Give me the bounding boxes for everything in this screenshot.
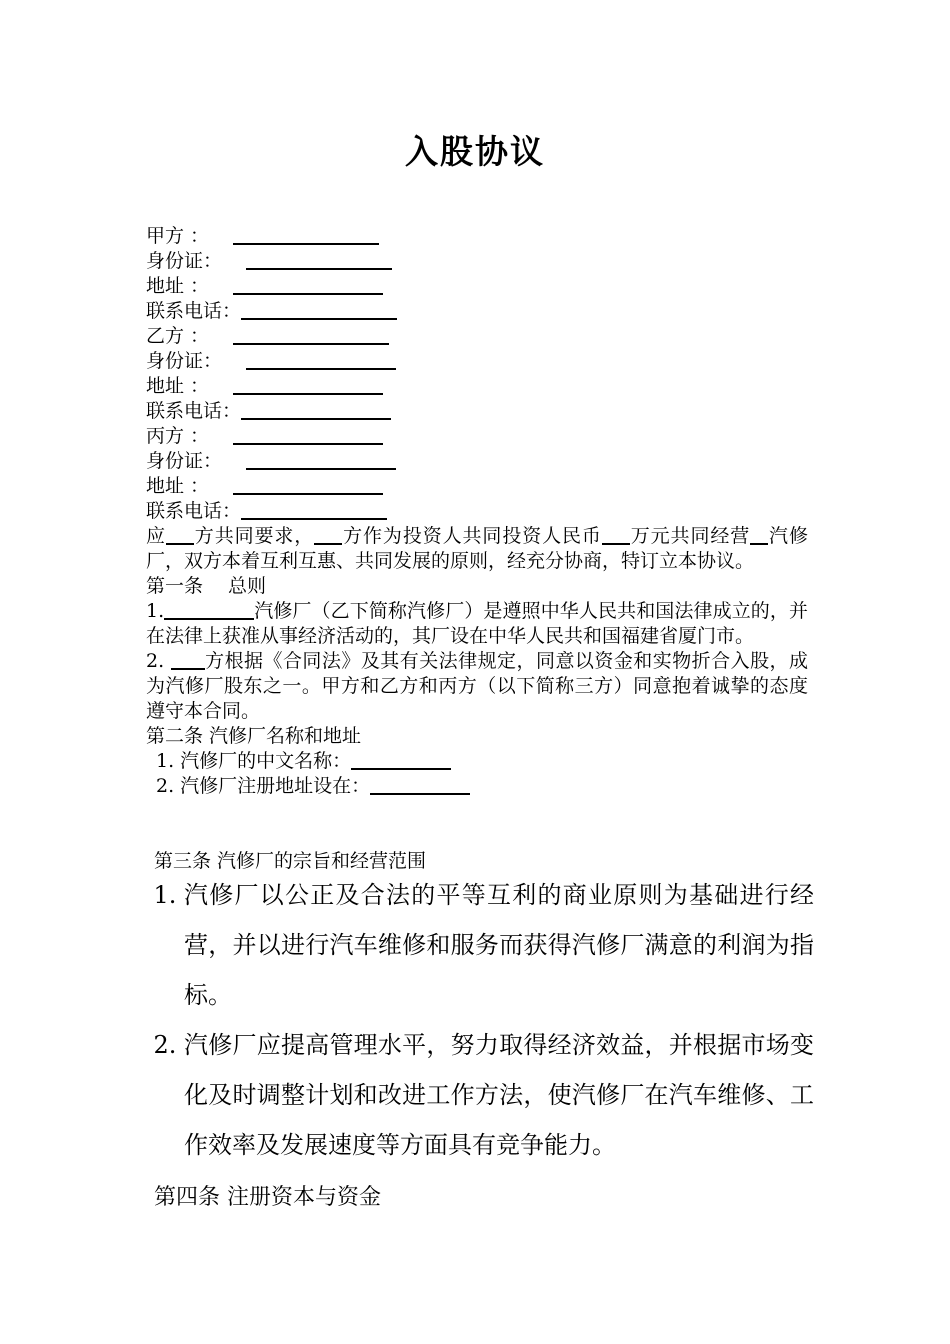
article-1-item-2: [146, 649, 808, 724]
article-1-item-1-num: 1.: [146, 600, 165, 622]
intro-blank-4[interactable]: [750, 524, 768, 545]
party-a-id-blank[interactable]: [246, 249, 392, 270]
intro-text-5: 汽修厂，双方本着互利互惠、共同发展的原则，经充分协商，特订立本协议。: [146, 525, 808, 572]
article-3-item-2: 2. 汽修厂应提高管理水平，努力取得经济效益，并根据市场变化及时调整计划和改进工作方法，使汽修厂在汽车维修、工作效率及发展速度等方面具有竞争能力。: [184, 1020, 814, 1170]
article-4-heading: 第四条 注册资本与资金: [154, 1185, 381, 1210]
party-a-addr-label: 地址 ：: [146, 275, 210, 297]
article-2-item-2: [146, 774, 808, 799]
party-a-phone-line: [146, 299, 808, 324]
party-b-addr-line: [146, 374, 808, 399]
article-3-heading: 第三条 汽修厂的宗旨和经营范围: [154, 850, 427, 872]
article-3-list: [154, 870, 814, 1170]
party-a-addr-line: [146, 274, 808, 299]
party-c-addr-label: 地址 ：: [146, 475, 210, 497]
article-1-heading: 第一条 总则: [146, 575, 267, 597]
party-c-phone-label: 联系电话：: [146, 500, 242, 522]
party-b-phone-label: 联系电话：: [146, 400, 242, 422]
intro-blank-1[interactable]: [166, 524, 194, 545]
party-a-phone-blank[interactable]: [241, 299, 397, 320]
article-2-item-2-text: 2. 汽修厂注册地址设在：: [156, 775, 371, 797]
article-1-item-2-num: 2.: [146, 650, 165, 672]
article-3-item-1: 1. 汽修厂以公正及合法的平等互利的商业原则为基础进行经营，并以进行汽车维修和服务而获得汽修厂满意的利润为指标。: [184, 870, 814, 1020]
article-2-item-1: [146, 749, 808, 774]
article-2-heading: 第二条 汽修厂名称和地址: [146, 725, 362, 747]
document-title: 入股协议: [405, 132, 545, 171]
party-b-phone-blank[interactable]: [241, 399, 391, 420]
party-c-name-line: [146, 424, 808, 449]
party-b-id-label: 身份证：: [146, 350, 223, 372]
intro-text-1: 应: [146, 525, 166, 547]
party-c-addr-line: [146, 474, 808, 499]
intro-blank-2[interactable]: [314, 524, 342, 545]
document-body: [146, 224, 808, 799]
party-b-id-blank[interactable]: [246, 349, 396, 370]
article-1-item-1-blank[interactable]: [164, 599, 254, 620]
party-b-phone-line: [146, 399, 808, 424]
party-a-name-blank[interactable]: [233, 224, 379, 245]
party-c-addr-blank[interactable]: [233, 474, 383, 495]
article-2-item-1-text: 1. 汽修厂的中文名称：: [156, 750, 352, 772]
party-c-name-label: 丙方 ：: [146, 425, 210, 447]
intro-text-3: 方作为投资人共同投资人民币: [342, 525, 602, 547]
party-a-id-line: [146, 249, 808, 274]
intro-text-2: 方共同要求，: [193, 525, 315, 547]
party-a-addr-blank[interactable]: [233, 274, 383, 295]
article-1-item-2-text: 方根据《合同法》及其有关法律规定，同意以资金和实物折合入股，成为汽修厂股东之一。甲方和乙方和丙方（以下简称三方）同意抱着诚挚的态度遵守本合同。: [146, 650, 808, 722]
party-c-phone-line: [146, 499, 808, 524]
article-1-item-1-text: 汽修厂（乙下简称汽修厂）是遵照中华人民共和国法律成立的，并在法律上获准从事经济活动的，其厂设在中华人民共和国福建省厦门市。: [146, 600, 808, 647]
party-b-id-line: [146, 349, 808, 374]
party-c-id-line: [146, 449, 808, 474]
party-c-phone-blank[interactable]: [241, 499, 387, 520]
article-2-item-2-blank[interactable]: [370, 774, 470, 795]
party-a-id-label: 身份证：: [146, 250, 223, 272]
article-2-item-1-blank[interactable]: [351, 749, 451, 770]
party-a-name-line: [146, 224, 808, 249]
party-b-name-label: 乙方 ：: [146, 325, 210, 347]
party-b-addr-blank[interactable]: [233, 374, 383, 395]
party-b-name-blank[interactable]: [233, 324, 389, 345]
intro-paragraph: [146, 524, 808, 574]
party-c-id-blank[interactable]: [246, 449, 396, 470]
article-1-item-2-blank[interactable]: [171, 649, 205, 670]
intro-text-4: 万元共同经营: [629, 525, 751, 547]
party-c-id-label: 身份证：: [146, 450, 223, 472]
intro-blank-3[interactable]: [602, 524, 630, 545]
party-a-phone-label: 联系电话：: [146, 300, 242, 322]
party-b-name-line: [146, 324, 808, 349]
article-1-item-1: [146, 599, 808, 649]
party-c-name-blank[interactable]: [233, 424, 383, 445]
party-b-addr-label: 地址 ：: [146, 375, 210, 397]
party-a-name-label: 甲方 ：: [146, 225, 210, 247]
